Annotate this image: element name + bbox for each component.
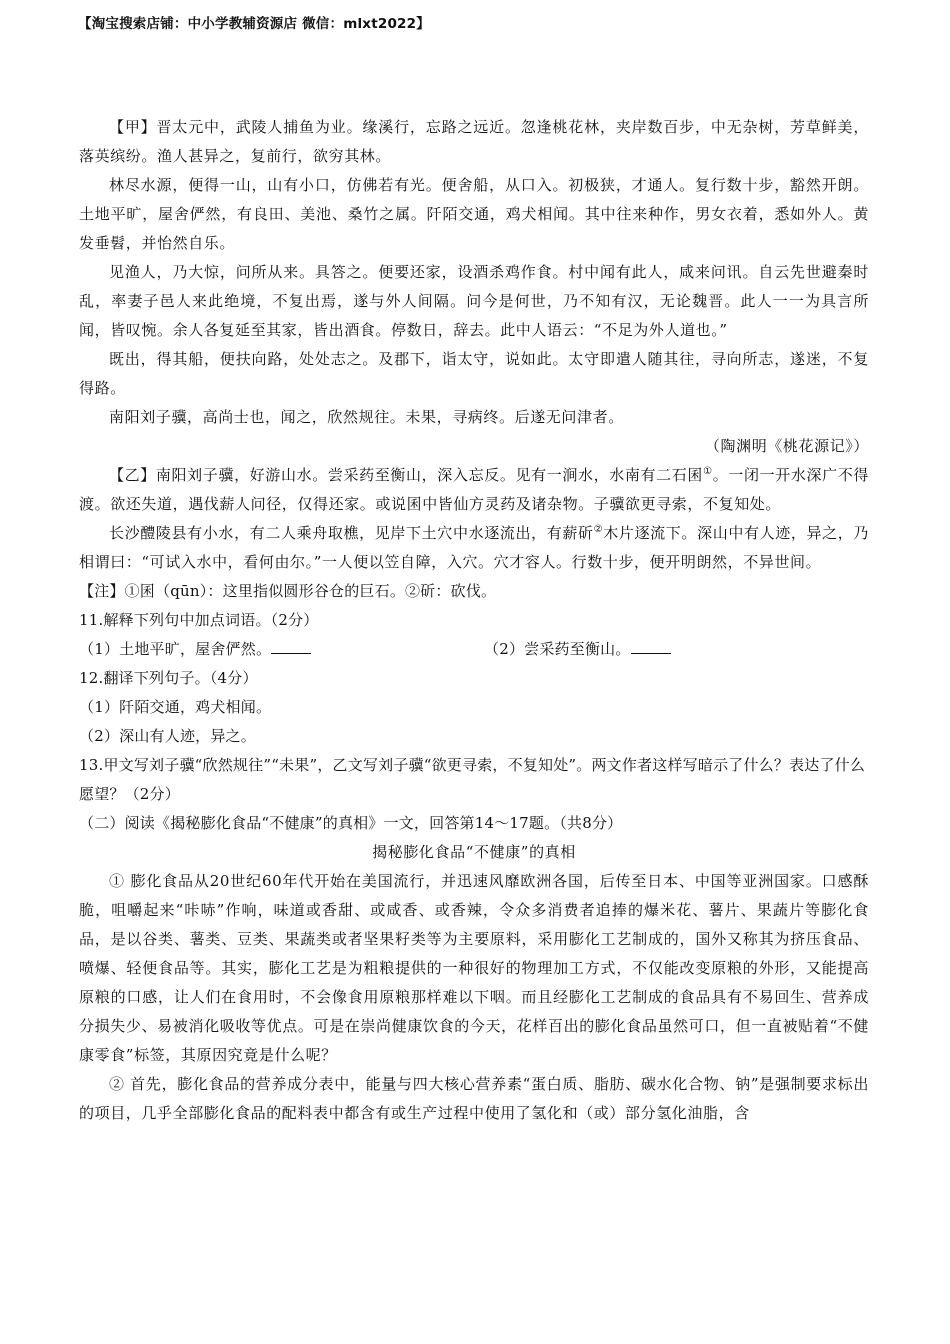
annotation-note: 【注】①囷（qūn）：这里指似圆形谷仓的巨石。②斫：砍伐。 [79, 582, 497, 600]
source-jia: （陶渊明《桃花源记》） [704, 437, 869, 455]
page-header: 【淘宝搜索店铺：中小学教辅资源店 微信：mlxt2022】 [78, 16, 430, 32]
passage-jia-p2: 林尽水源，便得一山，山有小口，仿佛若有光。便舍船，从口入。初极狭，才通人。复行数十步，豁然开朗。土地平旷，屋舍俨然，有良田、美池、桑竹之属。阡陌交通，鸡犬相闻。其中往来种作，男女衣着，悉如外人。黄发垂髫，并怡然自乐。 [79, 176, 869, 252]
question-12-item-2: （2）深山有人迹，异之。 [79, 727, 256, 745]
document-body [79, 113, 869, 1128]
footnote-mark-2: ② [593, 524, 604, 535]
question-12-item-1: （1）阡陌交通，鸡犬相闻。 [79, 698, 272, 716]
question-11-item-2 [484, 635, 671, 664]
answer-blank [631, 639, 671, 654]
passage-jia-p5: 南阳刘子骥，高尚士也，闻之，欣然规往。未果，寻病终。后遂无问津者。 [109, 408, 624, 426]
passage-yi-p2 [79, 519, 869, 577]
answer-blank [271, 639, 311, 654]
question-11-items [79, 635, 869, 664]
passage-jia-p3: 见渔人，乃大惊，问所从来。具答之。便要还家，设酒杀鸡作食。村中闻有此人，咸来问讯。自云先世避秦时乱，率妻子邑人来此绝境，不复出焉，遂与外人间隔。问今是何世，乃不知有汉，无论魏晋。此人一一为具言所闻，皆叹惋。余人各复延至其家，皆出酒食。停数日，辞去。此中人语云：“不足为外人道也。” [79, 263, 869, 339]
passage-yi-p2-a: 长沙醴陵县有小水，有二人乘舟取樵，见岸下土穴中水逐流出，有薪斫 [109, 524, 594, 542]
passage-jia-p4: 既出，得其船，便扶向路，处处志之。及郡下，诣太守，说如此。太守即遣人随其往，寻向所志，遂迷，不复得路。 [79, 350, 869, 397]
passage-jia-p1: 【甲】晋太元中，武陵人捕鱼为业。缘溪行，忘路之远近。忽逢桃花林，夹岸数百步，中无杂树，芳草鲜美，落英缤纷。渔人甚异之，复前行，欲穷其林。 [79, 118, 869, 165]
passage-yi-p1-b: 。一闭一开水深广不得渡。欲还失道，遇伐薪人问径，仅得还家。或说囷中皆仙方灵药及诸杂物。子骥欲更寻索，不复知处。 [79, 466, 869, 513]
article-paragraph-2: ② 首先，膨化食品的营养成分表中，能量与四大核心营养素“蛋白质、脂肪、碳水化合物、钠”是强制要求标出的项目，几乎全部膨化食品的配料表中都含有或生产过程中使用了氢化和（或）部分氢化油脂，含 [79, 1075, 869, 1122]
question-12: 12.翻译下列句子。（4分） [79, 669, 258, 687]
question-11-item-1-text: （1）土地平旷，屋舍俨然。 [79, 640, 272, 658]
question-11-item-1 [79, 635, 484, 664]
passage-yi-p1-a: 【乙】南阳刘子骥，好游山水。尝采药至衡山，深入忘反。见有一涧水，水南有二石囷 [109, 466, 704, 484]
article-paragraph-1: ① 膨化食品从20世纪60年代开始在美国流行，并迅速风靡欧洲各国，后传至日本、中国等亚洲国家。口感酥脆，咀嚼起来“咔哧”作响，味道或香甜、或咸香、或香辣，令众多消费者追捧的爆米花、薯片、果蔬片等膨化食品，是以谷类、薯类、豆类、果蔬类或者坚果籽类等为主要原料，采用膨化工艺制成的，国外又称其为挤压食品、喷爆、轻便食品等。其实，膨化工艺是为粗粮提供的一种很好的物理加工方式，不仅能改变原粮的外形，又能提高原粮的口感，让人们在食用时，不会像食用原粮那样难以下咽。而且经膨化工艺制成的食品具有不易回生、营养成分损失少、易被消化吸收等优点。可是在崇尚健康饮食的今天，花样百出的膨化食品虽然可口，但一直被贴着“不健康零食”标签，其原因究竟是什么呢？ [79, 872, 869, 1064]
question-13: 13.甲文写刘子骥“欣然规往”“未果”，乙文写刘子骥“欲更寻索，不复知处”。两文作者这样写暗示了什么？表达了什么愿望？（2分） [79, 756, 866, 803]
question-11-item-2-text: （2）尝采药至衡山。 [484, 640, 631, 658]
passage-yi-p2-b: 木片逐流下。深山中有人迹，异之，乃相谓曰：“可试入水中，看何由尔。”一人便以笠自障，入穴。穴才容人。行数十步，便开明朗然，不异世间。 [79, 524, 870, 571]
section-2-heading: （二）阅读《揭秘膨化食品“不健康”的真相》一文，回答第14～17题。（共8分） [79, 814, 623, 832]
passage-yi-p1 [79, 461, 869, 519]
question-11: 11.解释下列句中加点词语。（2分） [79, 611, 319, 629]
footnote-mark-1: ① [703, 466, 713, 477]
article-title: 揭秘膨化食品“不健康”的真相 [372, 843, 576, 861]
